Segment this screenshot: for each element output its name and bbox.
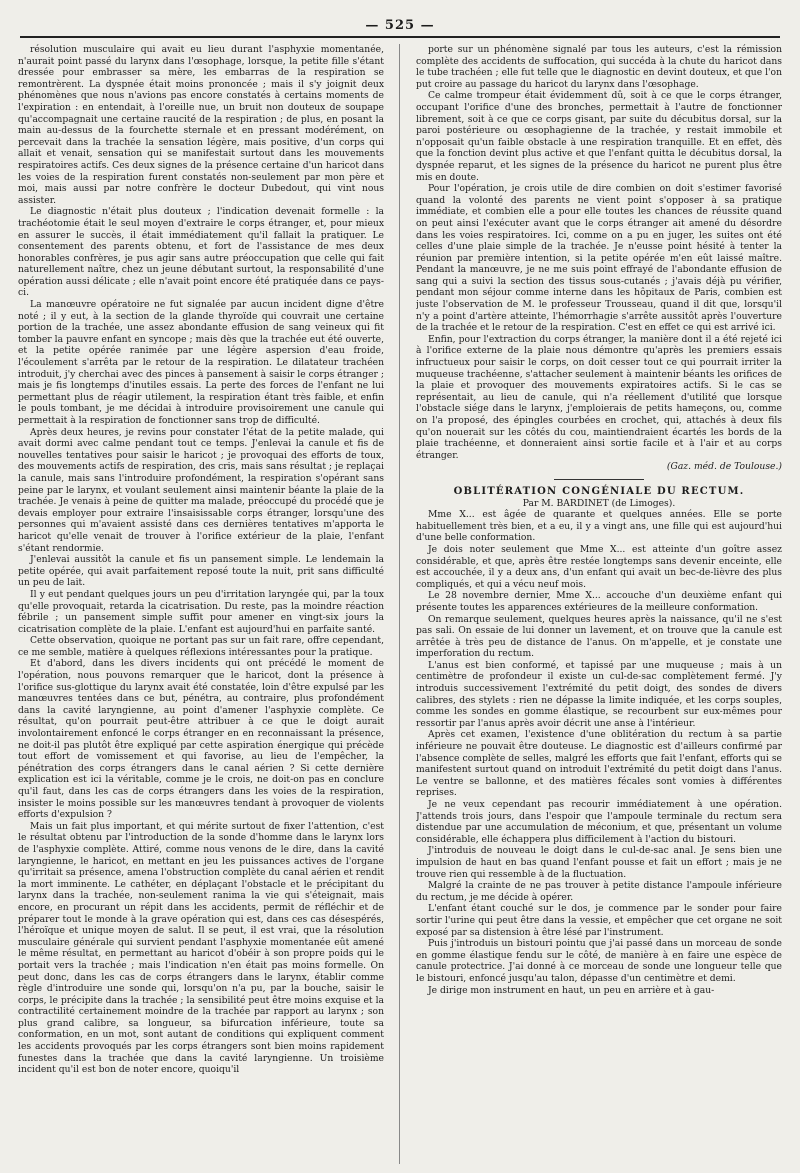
paragraph: Enfin, pour l'extraction du corps étranger, la manière dont il a été rejeté ici à l'orifice externe de la plaie nous démontre qu'après les premiers essais infructueux pour saisir le corps, on doit cesser tout ce qui pourrait irriter la muqueuse trachéenne, s'attacher seulement à maintenir béants les orifices de la plaie et provoquer des mouvements expiratoires actifs. Si le cas se représentait, au lieu de canule, qui n'a réellement d'utilité que lorsque l'obstacle siége dans le larynx, j'emploierais de petits hameçons, ou, comme on l'a proposé, des épingles courbées en crochet, qui, attachés à deux fils qu'on nouerait sur les côtés du cou, maintiendraient écartés les bords de la plaie trachéenne, et donneraient ainsi sortie facile et à l'air et au corps étranger. [416,333,782,461]
right-column-body [416,509,782,996]
paragraph: J'enlevai aussitôt la canule et fis un pansement simple. Le lendemain la petite opérée, qui avait parfaitement reposé toute la nuit, prit sans difficulté un peu de lait. [18,554,384,589]
left-column [18,44,384,1164]
paragraph: Et d'abord, dans les divers incidents qui ont précédé le moment de l'opération, nous pouvons remarquer que le haricot, dont la présence à l'orifice sus-glottique du larynx avait été constatée, loin d'être expulsé par les manœuvres tentées dans ce but, pénétra, au contraire, plus profondément dans la cavité laryngienne, au point d'amener l'asphyxie complète. Ce résultat, qu'on pourrait peut-être attribuer à ce que le doigt aurait involontairement enfoncé le corps étranger en en reconnaissant la présence, ne doit-il pas plutôt être expliqué par cette aspiration énergique qui précède tout effort de vomissement et qui favorise, au lieu de l'empêcher, la pénétration des corps étrangers dans le canal aérien ? Si cette dernière explication est ici la véritable, comme je le crois, ne doit-on pas en conclure qu'il faut, dans les cas de corps étrangers dans les voies de la respiration, insister le moins possible sur les manœuvres tendant à provoquer de violents efforts d'expulsion ? [18,658,384,821]
paragraph: Je dois noter seulement que Mme X... est atteinte d'un goître assez considérable, et que, après être restée longtemps sans devenir enceinte, elle est accouchée, il y a deux ans, d'un enfant qui avait un bec-de-lièvre des plus compliqués, et qui a vécu neuf mois. [416,543,782,590]
paragraph: Puis j'introduis un bistouri pointu que j'ai passé dans un morceau de sonde en gomme élastique fendu sur le côté, de manière à en faire une espèce de canule protectrice. J'ai donné à ce morceau de sonde une longueur telle que le bistouri, enfoncé jusqu'au talon, dépasse d'un centimètre et demi. [416,938,782,984]
paragraph: Le 28 novembre dernier, Mme X... accouche d'un deuxième enfant qui présente toutes les apparences extérieures de la meilleure conformation. [416,590,782,613]
paragraph: Mais un fait plus important, et qui mérite surtout de fixer l'attention, c'est le résultat obtenu par l'introduction de la sonde d'homme dans le larynx lors de l'asphyxie complète. Attiré, comme nous venons de le dire, dans la cavité laryngienne, le haricot, en mettant en jeu les puissances actives de l'organe qu'irritait sa présence, amena l'obstruction complète du canal aérien et rendit la mort imminente. Le cathéter, en déplaçant l'obstacle et le précipitant du larynx dans la trachée, non-seulement ranima la vie qui s'éteignait, mais encore, en procurant un répit dans les accidents, permit de réfléchir et de préparer tout le monde à la grave opération qui est, dans ces cas désespérés, l'héroïque et unique moyen de salut. Il se peut, il est vrai, que la résolution musculaire générale qui survient pendant l'asphyxie momentanée eût amené le même résultat, en permettant au haricot d'obéir à son propre poids qui le portait vers la trachée ; mais l'indication n'en était pas moins formelle. On peut donc, dans les cas de corps étrangers dans le larynx, établir comme règle d'introduire une sonde qui, lorsqu'on n'a pu, par la bouche, saisir le corps, le précipite dans la trachée ; la sensibilité peut être moins exquise et la contractilité certainement moindre de la trachée par rapport au larynx ; son plus grand calibre, sa longueur, sa bifurcation inférieure, toute sa conformation, en un mot, sont autant de conditions qui expliquent comment les accidents provoqués par les corps étrangers sont bien moins rapidement funestes dans la trachée que dans la cavité laryngienne. Un troisième incident qu'il est bon de noter encore, quoiqu'il [18,820,384,1076]
paragraph: Le diagnostic n'était plus douteux ; l'indication devenait formelle : la trachéotomie était le seul moyen d'extraire le corps étranger, et, pour mieux en assurer le succès, il était immédiatement qu'il fallait la pratiquer. Le consentement des parents obtenu, et fort de l'assistance de mes deux honorables confrères, je pus agir sans autre préoccupation que celle qui fait naturellement naître, chez un jeune débutant surtout, la responsabilité d'une opération aussi délicate ; elle n'avait point encore été pratiquée dans ce pays-ci. [18,206,384,299]
right-column [416,44,782,1164]
paragraph: On remarque seulement, quelques heures après la naissance, qu'il ne s'est pas sali. On essaie de lui donner un lavement, et on trouve que la canule est arrêtée à très peu de distance de l'anus. On m'appelle, et je constate une imperforation du rectum. [416,613,782,660]
paragraph: Cette observation, quoique ne portant pas sur un fait rare, offre cependant, ce me semble, matière à quelques réflexions intéressantes pour la pratique. [18,635,384,658]
article-source: (Gaz. méd. de Toulouse.) [666,461,782,473]
paragraph: Il y eut pendant quelques jours un peu d'irritation laryngée qui, par la toux qu'elle provoquait, retarda la cicatrisation. Du reste, pas la moindre réaction fébrile ; un pansement simple suffit pour amener en vingt-six jours la cicatrisation complète de la plaie. L'enfant est aujourd'hui en parfaite santé. [18,588,384,635]
header-rule [20,36,780,38]
paragraph: résolution musculaire qui avait eu lieu durant l'asphyxie momentanée, n'aurait point passé du larynx dans l'œsophage, lorsque, la petite fille s'étant dressée pour embrasser sa mère, les embarras de la respiration se remontrèrent. La dyspnée était moins prononcée ; mais il s'y joignit deux phénomènes que nous n'avions pas encore constatés à certains moments de l'expiration : en entendait, à l'oreille nue, un bruit non douteux de soupape qu'accompagnait une certaine raucité de la respiration ; de plus, en posant la main au-dessus de la fourchette sternale et en pressant modérément, on percevait dans la trachée la sensation légère, mais positive, d'un corps qui allait et venait, sensation qui se manifestait surtout dans les mouvements respiratoires actifs. Ces deux signes de la présence certaine d'un haricot dans les voies de la respiration furent constatés non-seulement par mon père et moi, mais aussi par notre confrère le docteur Dubedout, qui vint nous assister. [18,44,384,206]
column-separator [399,44,400,1164]
article-divider [554,479,644,480]
paragraph: Mme X... est âgée de quarante et quelques années. Elle se porte habituellement très bien, et a eu, il y a vingt ans, une fille qui est aujourd'hui d'une belle conformation. [416,509,782,544]
paragraph: Pour l'opération, je crois utile de dire combien on doit s'estimer favorisé quand la volonté des parents ne vient point s'opposer à sa pratique immédiate, et combien elle a pour elle toutes les chances de réussite quand on peut ainsi l'exécuter avant que le corps étranger ait amené du désordre dans les voies respiratoires. Ici, comme on a pu en juger, les suites ont été celles d'une plaie simple de la trachée. Je n'eusse point hésité à tenter la réunion par première intention, si la petite opérée m'en eût laissé maître. Pendant la manœuvre, je ne me suis point effrayé de l'abondante effusion de sang qui a suivi la section des tissus sous-cutanés ; j'avais déjà pu vérifier, pendant mon séjour comme interne dans les hôpitaux de Paris, combien est juste l'observation de M. le professeur Trousseau, quand il dit que, lorsqu'il n'y a point d'artère atteinte, l'hémorrhagie s'arrête aussitôt après l'ouverture de la trachée et le retour de la respiration. C'est en effet ce qui est arrivé ici. [416,183,782,334]
page-number: — 525 — [365,18,435,33]
paragraph: J'introduis de nouveau le doigt dans le cul-de-sac anal. Je sens bien une impulsion de haut en bas quand l'enfant pousse et fait un effort ; mais je ne trouve rien qui ressemble à de la fluctuation. [416,845,782,880]
paragraph: Ce calme trompeur était évidemment dû, soit à ce que le corps étranger, occupant l'orifice d'une des bronches, permettait à l'autre de fonctionner librement, soit à ce que ce corps gisant, par suite du décubitus dorsal, sur la paroi postérieure ou œsophagienne de la trachée, y restait immobile et n'opposait qu'un faible obstacle à une respiration tranquille. Et en effet, dès que la fonction devint plus active et que l'enfant quitta le décubitus dorsal, la dyspnée reparut, et les signes de la présence du haricot ne purent plus être mis en doute. [416,90,782,183]
paragraph: Après cet examen, l'existence d'une oblitération du rectum à sa partie inférieure ne pouvait être douteuse. Le diagnostic est d'ailleurs confirmé par l'absence complète de selles, malgré les efforts que fait l'enfant, efforts qui se manifestent surtout quand on introduit l'extrémité du petit doigt dans l'anus. Le ventre se ballonne, et des matières fécales sont vomies à différentes reprises. [416,729,782,799]
paragraph: Après deux heures, je revins pour constater l'état de la petite malade, qui avait dormi avec calme pendant tout ce temps. J'enlevai la canule et fis de nouvelles tentatives pour saisir le haricot ; je provoquai des efforts de toux, des mouvements actifs de respiration, des cris, mais sans résultat ; je replaçai la canule, mais sans l'introduire profondément, la respiration s'opérant sans peine par le larynx, et voulant seulement ainsi maintenir béante la plaie de la trachée. Je venais à peine de quitter ma malade, préoccupé du procédé que je devais employer pour extraire l'insaisissable corps étranger, lorsqu'une des personnes qui m'avaient assisté dans ces dernières tentatives m'apporta le haricot qu'elle venait de trouver à l'orifice extérieur de la plaie, l'enfant s'étant rendormie. [18,426,384,554]
paragraph: Malgré la crainte de ne pas trouver à petite distance l'ampoule inférieure du rectum, je me décide à opérer. [416,880,782,903]
paragraph: La manœuvre opératoire ne fut signalée par aucun incident digne d'être noté ; il y eut, à la section de la glande thyroïde qui couvrait une certaine portion de la trachée, une assez abondante effusion de sang veineux qui fit tomber la pauvre enfant en syncope ; mais dès que la trachée eut été ouverte, et la petite opérée ranimée par une légère aspersion d'eau froide, l'écoulement s'arrêta par le retour de la respiration. Le dilatateur trachéen introduit, j'y cherchai avec des pinces à pansement à saisir le corps étranger ; mais je fis longtemps d'inutiles essais. La perte des forces de l'enfant ne lui permettant plus de réagir utilement, la respiration étant très faible, et enfin le pouls tombant, je me décidai à introduire provisoirement une canule qui permettait à la respiration de fonctionner sans trop de difficulté. [18,299,384,426]
paragraph: L'enfant étant couché sur le dos, je commence par le sonder pour faire sortir l'urine qui peut être dans la vessie, et empêcher que cet organe ne soit exposé par sa distension à être lésé par l'instrument. [416,903,782,938]
paragraph: L'anus est bien conformé, et tapissé par une muqueuse ; mais à un centimètre de profondeur il existe un cul-de-sac complètement fermé. J'y introduis successivement l'extrémité du petit doigt, des sondes de divers calibres, des stylets : rien ne dépasse la limite indiquée, et les corps souples, comme les sondes en gomme élastique, se recourbent sur eux-mêmes pour ressortir par l'anus après avoir décrit une anse à l'intérieur. [416,659,782,729]
article-title: OBLITÉRATION CONGÉNIALE DU RECTUM. [453,485,745,497]
paragraph: Je ne veux cependant pas recourir immédiatement à une opération. J'attends trois jours, dans l'espoir que l'ampoule terminale du rectum sera distendue par une accumulation de méconium, et que, présentant un volume considérable, elle échappera plus difficilement à l'action du bistouri. [416,799,782,845]
page-header [20,14,780,36]
right-column-intro [416,44,782,461]
article-byline: Par M. BARDINET (de Limoges). [522,497,676,509]
paragraph: Je dirige mon instrument en haut, un peu en arrière et à gau- [428,984,715,996]
paragraph: porte sur un phénomène signalé par tous les auteurs, c'est la rémission complète des accidents de suffocation, qui succéda à la chute du haricot dans le tube trachéen ; elle fut telle que le diagnostic en devint douteux, et que l'on put croire au passage du haricot du larynx dans l'œsophage. [416,44,782,90]
